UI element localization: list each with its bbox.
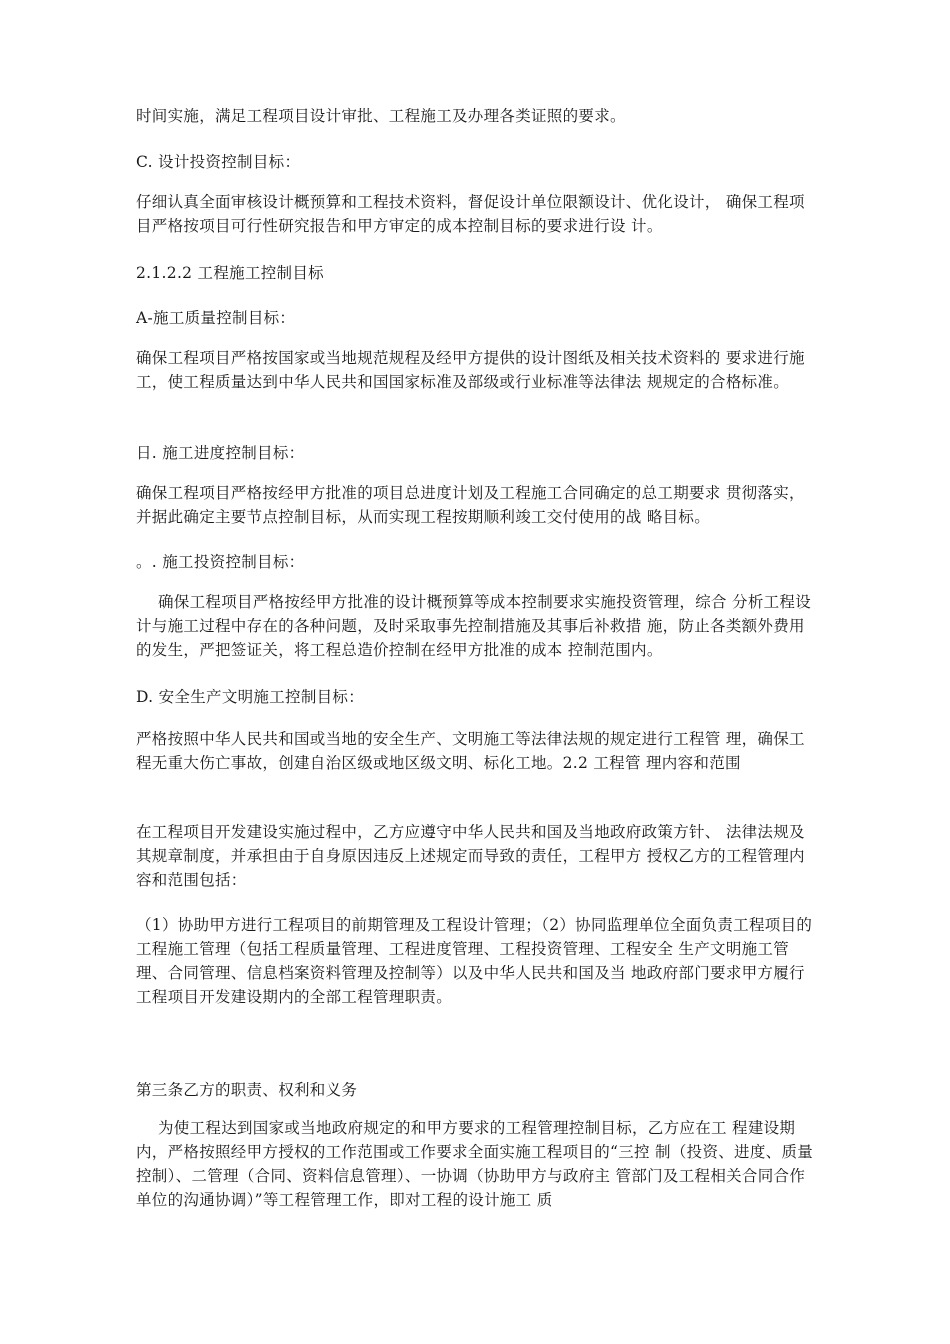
paragraph-construction-investment: 确保工程项目严格按经甲方批准的设计概预算等成本控制要求实施投资管理，综合 分析工程设计与施工过程中存在的各种问题，及时采取事先控制措施及其事后补救措 施，防止各类额外费用的发生，严把签证关，将工程总造价控制在经甲方批准的成本 控制范围内。	[136, 593, 812, 659]
heading-safety-control: D. 安全生产文明施工控制目标：	[136, 688, 365, 706]
heading-schedule-control: 日. 施工进度控制目标：	[136, 444, 305, 462]
paragraph-schedule-control: 确保工程项目严格按经甲方批准的项目总进度计划及工程施工合同确定的总工期要求 贯彻落实，并据此确定主要节点控制目标，从而实现工程按期顺利竣工交付使用的战 略目标。	[136, 484, 805, 526]
paragraph-party-b-duties: 为使工程达到国家或当地政府规定的和甲方要求的工程管理控制目标，乙方应在工 程建设期内，严格按照经甲方授权的工作范围或工作要求全面实施工程项目的“三控 制（投资、进度、质量控制）、二管理（合同、资料信息管理）、一协调（协助甲方与政府主 管部门及工程相关合同合作单位的沟通协调）”等工程管理工作，即对工程的设计施工 质	[136, 1119, 814, 1209]
heading-construction-investment-control: 。. 施工投资控制目标：	[136, 553, 305, 571]
paragraph-design-timing: 时间实施，满足工程项目设计审批、工程施工及办理各类证照的要求。	[136, 107, 626, 125]
heading-quality-control: A-施工质量控制目标：	[136, 309, 296, 327]
paragraph-management-items: （1）协助甲方进行工程项目的前期管理及工程设计管理；（2）协同监理单位全面负责工程项目的工程施工管理（包括工程质量管理、工程进度管理、工程投资管理、工程安全 生产文明施工管理、合同管理、信息档案资料管理及控制等）以及中华人民共和国及当 地政府部门要求甲方履行工程项目开发建设期内的全部工程管理职责。	[136, 916, 813, 1006]
heading-design-investment-control: C. 设计投资控制目标：	[136, 153, 301, 171]
paragraph-quality-control: 确保工程项目严格按国家或当地规范规程及经甲方提供的设计图纸及相关技术资料的 要求进行施工，使工程质量达到中华人民共和国国家标准及部级或行业标准等法律法 规规定的合格标准。	[136, 349, 805, 391]
paragraph-design-investment: 仔细认真全面审核设计概预算和工程技术资料，督促设计单位限额设计、优化设计， 确保工程项目严格按项目可行性研究报告和甲方审定的成本控制目标的要求进行设 计。	[136, 193, 805, 235]
paragraph-management-scope: 在工程项目开发建设实施过程中，乙方应遵守中华人民共和国及当地政府政策方针、 法律法规及其规章制度，并承担由于自身原因违反上述规定而导致的责任，工程甲方 授权乙方的工程管理内容和范围包括：	[136, 823, 805, 889]
paragraph-safety-control: 严格按照中华人民共和国或当地的安全生产、文明施工等法律法规的规定进行工程管 理，确保工程无重大伤亡事故，创建自治区级或地区级文明、标化工地。2.2 工程管 理内容和范围	[136, 730, 805, 772]
heading-article-three: 第三条乙方的职责、权利和义务	[136, 1081, 358, 1099]
heading-construction-control: 2.1.2.2 工程施工控制目标	[136, 264, 324, 282]
